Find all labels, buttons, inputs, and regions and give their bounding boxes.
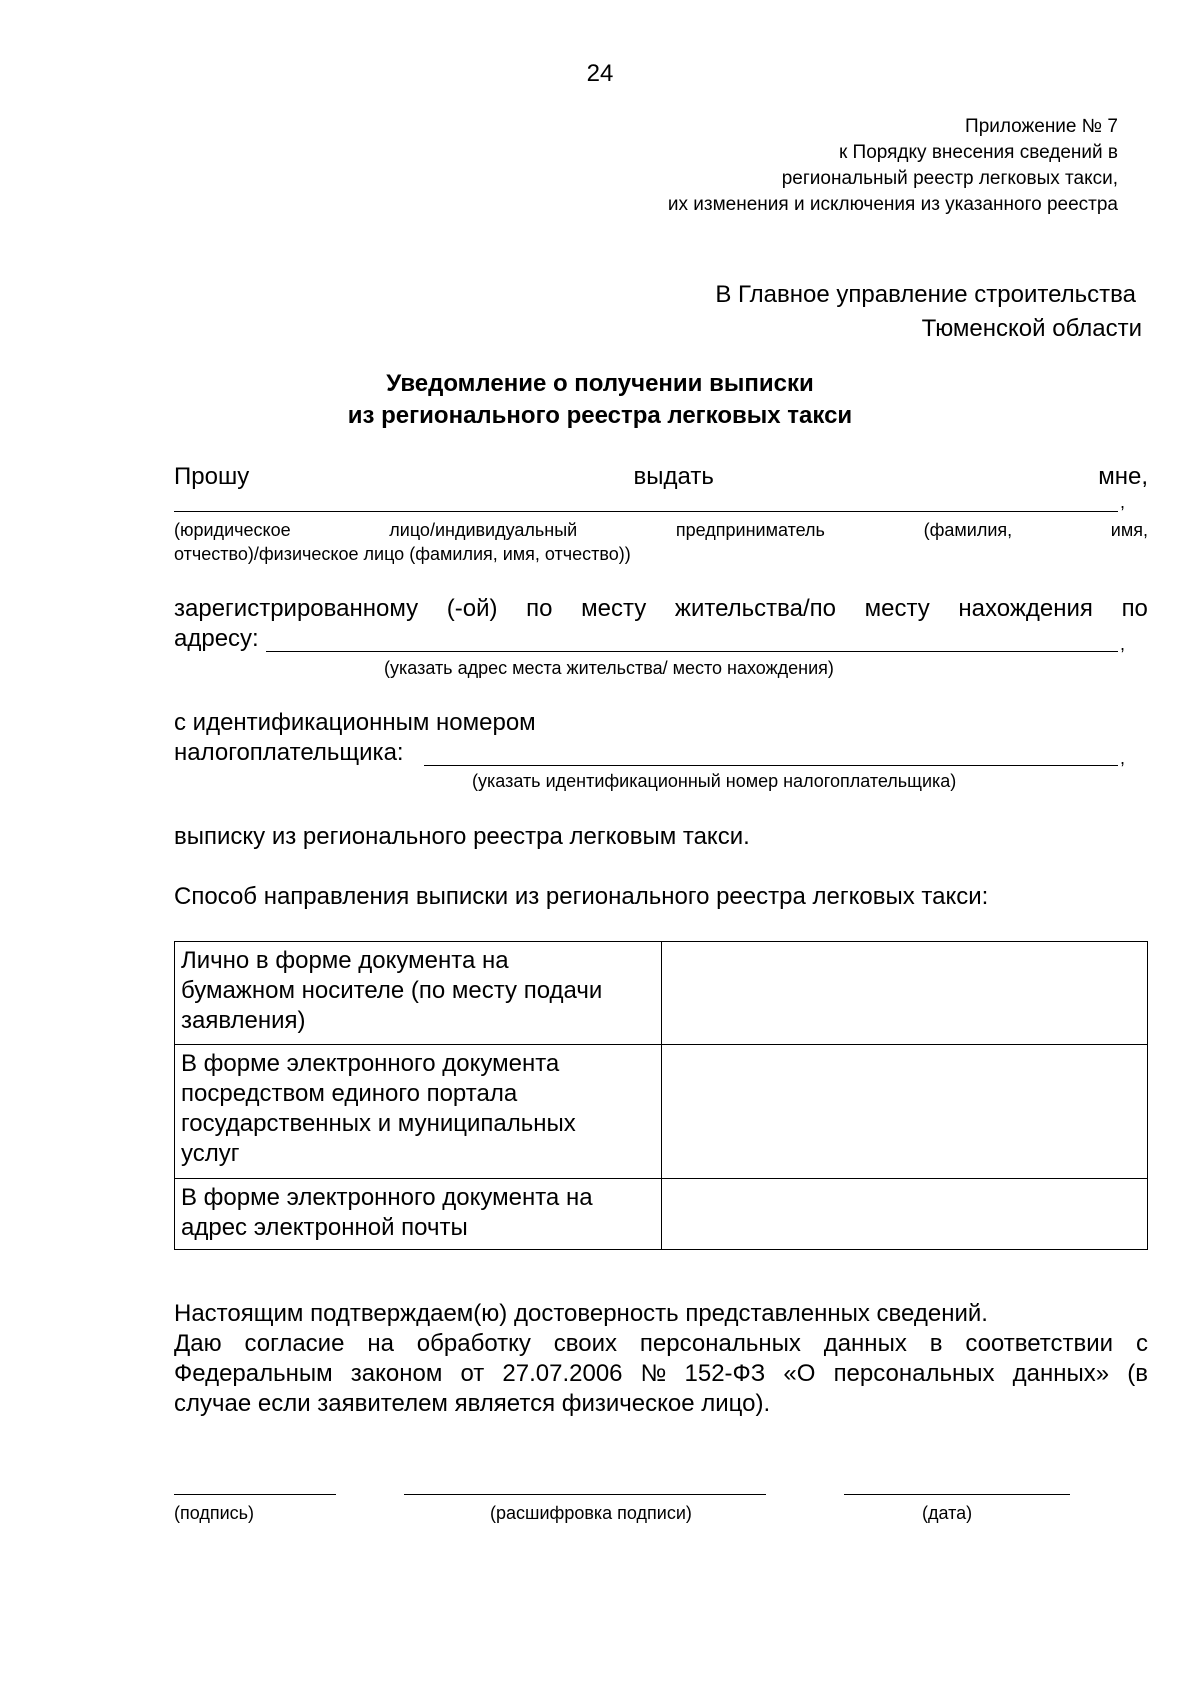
- address-field[interactable]: [266, 626, 1118, 652]
- consent-word: персональных: [833, 1360, 995, 1387]
- appendix-header: [668, 114, 1118, 218]
- request-word-2: выдать: [633, 463, 714, 490]
- consent-word: Федеральным: [174, 1360, 333, 1387]
- table-row: [175, 942, 1148, 1045]
- address-word: месту: [864, 595, 930, 622]
- consent-word: обработку: [416, 1330, 531, 1357]
- consent-word: согласие: [244, 1330, 345, 1357]
- recipient-line-2: Тюменской области: [921, 315, 1142, 342]
- signature-caption: (подпись): [174, 1503, 255, 1523]
- address-word: месту: [581, 595, 647, 622]
- appendix-line-4: их изменения и исключения из указанного реестра: [667, 194, 1118, 215]
- consent-word: на: [367, 1330, 394, 1357]
- consent-word: 152-ФЗ: [684, 1360, 766, 1387]
- method-mark-portal[interactable]: [662, 1045, 1148, 1179]
- applicant-hint-word: (юридическое: [174, 520, 291, 540]
- consent-word: данных: [823, 1330, 907, 1357]
- address-word: по: [1121, 595, 1148, 622]
- confirmation-line-3: [174, 1359, 1148, 1389]
- document-title: [0, 368, 1200, 432]
- applicant-hint-word: предприниматель: [675, 520, 825, 540]
- signature-decoding-caption: (расшифровка подписи): [490, 1503, 692, 1523]
- date-field[interactable]: [844, 1494, 1070, 1495]
- address-word: нахождения: [958, 595, 1093, 622]
- address-word: зарегистрированному: [174, 595, 419, 622]
- extract-text: выписку из регионального реестра легковым такси.: [174, 823, 750, 850]
- confirmation-line-4: случае если заявителем является физическое лицо).: [174, 1390, 771, 1417]
- method-label-email: В форме электронного документа на адрес электронной почты: [175, 1179, 662, 1250]
- appendix-line-1: Приложение № 7: [965, 116, 1118, 137]
- address-comma: ,: [1120, 634, 1126, 654]
- consent-word: своих: [553, 1330, 618, 1357]
- address-word: жительства/по: [674, 595, 836, 622]
- title-line-2: из регионального реестра легковых такси: [347, 402, 853, 429]
- appendix-line-2: к Порядку внесения сведений в: [838, 142, 1118, 163]
- consent-word: (в: [1127, 1360, 1148, 1387]
- applicant-hint-line-2: отчество)/физическое лицо (фамилия, имя, отчество)): [174, 544, 631, 564]
- inn-line-1: с идентификационным номером: [174, 709, 536, 736]
- appendix-line-3: региональный реестр легковых такси,: [781, 168, 1118, 189]
- applicant-hint-line-1: [174, 519, 1148, 541]
- consent-word: данных»: [1012, 1360, 1110, 1387]
- confirmation-line-1: Настоящим подтверждаем(ю) достоверность представленных сведений.: [174, 1300, 988, 1327]
- table-row: [175, 1045, 1148, 1179]
- consent-word: «О: [783, 1360, 816, 1387]
- consent-word: №: [640, 1360, 667, 1387]
- address-word: (-ой): [446, 595, 498, 622]
- consent-word: соответствии: [965, 1330, 1114, 1357]
- applicant-name-comma: ,: [1120, 492, 1126, 512]
- consent-word: с: [1135, 1330, 1148, 1357]
- consent-word: в: [929, 1330, 943, 1357]
- confirmation-line-2: [174, 1329, 1148, 1359]
- applicant-hint-word: (фамилия,: [923, 520, 1013, 540]
- applicant-hint-word: лицо/индивидуальный: [389, 520, 578, 540]
- signature-field[interactable]: [174, 1494, 336, 1495]
- consent-word: законом: [350, 1360, 443, 1387]
- address-label: адресу:: [174, 625, 259, 652]
- inn-comma: ,: [1120, 748, 1126, 768]
- address-hint: (указать адрес места жительства/ место нахождения): [384, 658, 834, 678]
- applicant-name-field[interactable]: [174, 493, 1118, 512]
- delivery-method-table: [174, 941, 1148, 1250]
- consent-word: персональных: [639, 1330, 801, 1357]
- request-word-3: мне,: [1098, 463, 1148, 490]
- method-mark-personal[interactable]: [662, 942, 1148, 1045]
- consent-word: от: [460, 1360, 485, 1387]
- applicant-hint-word: имя,: [1110, 520, 1148, 540]
- recipient-block: [715, 278, 1142, 346]
- title-line-1: Уведомление о получении выписки: [386, 370, 814, 397]
- method-heading: Способ направления выписки из регионального реестра легковых такси:: [174, 883, 989, 910]
- request-line: [174, 462, 1148, 492]
- inn-label: налогоплательщика:: [174, 739, 404, 766]
- date-caption: (дата): [922, 1503, 973, 1523]
- page-number: 24: [586, 60, 614, 87]
- method-mark-email[interactable]: [662, 1179, 1148, 1250]
- method-label-portal: В форме электронного документа посредством единого портала государственных и муниципальных услуг: [175, 1045, 662, 1179]
- table-row: [175, 1179, 1148, 1250]
- recipient-line-1: В Главное управление строительства: [715, 281, 1136, 308]
- inn-hint: (указать идентификационный номер налогоплательщика): [472, 771, 957, 791]
- address-line-1: [174, 594, 1148, 624]
- signature-decoding-field[interactable]: [404, 1494, 766, 1495]
- method-label-personal: Лично в форме документа на бумажном носителе (по месту подачи заявления): [175, 942, 662, 1045]
- consent-word: Даю: [174, 1330, 222, 1357]
- address-word: по: [526, 595, 553, 622]
- request-word-1: Прошу: [174, 463, 250, 490]
- inn-field[interactable]: [424, 740, 1118, 766]
- consent-word: 27.07.2006: [502, 1360, 623, 1387]
